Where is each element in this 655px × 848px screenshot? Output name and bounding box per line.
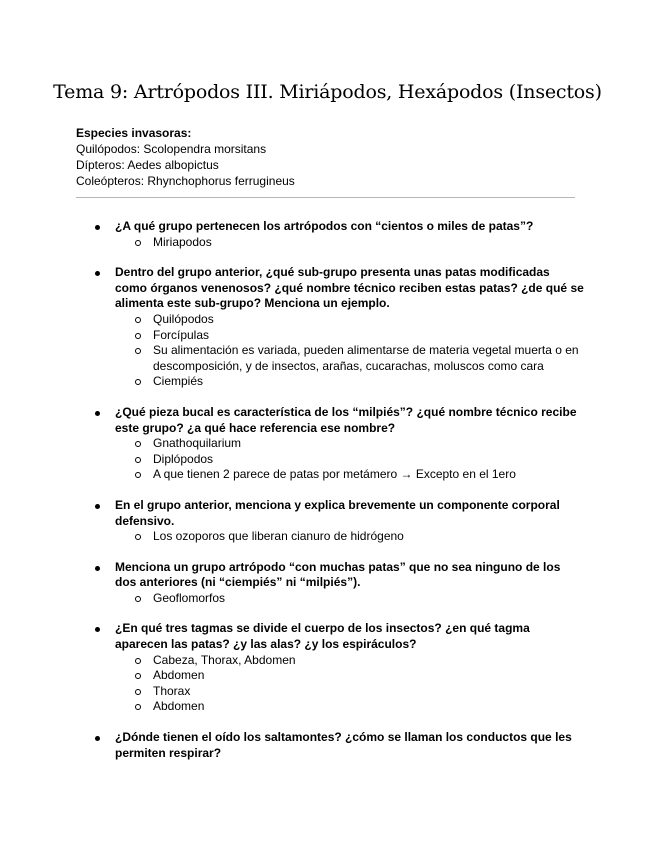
answer-list (0, 436, 655, 483)
hollow-bullet-icon (135, 534, 141, 540)
answer-list (0, 235, 655, 251)
hollow-bullet-icon (135, 472, 141, 478)
answer-text: Gnathoquilarium (153, 436, 242, 451)
answer-list (0, 591, 655, 607)
answer-item (0, 684, 655, 700)
question-item (0, 560, 655, 607)
question-text: ¿En qué tres tagmas se divide el cuerpo de los insectos? ¿en qué tagma aparecen las patas? ¿y las alas? ¿y los espiráculos? (115, 621, 530, 652)
bullet-icon (95, 504, 100, 509)
question-text: Menciona un grupo artrópodo “con muchas patas” que no sea ninguno de los dos anteriores (ni “ciempiés” ni “milpiés”). (115, 559, 561, 590)
answer-text: Quilópodos (153, 311, 214, 326)
hollow-bullet-icon (135, 379, 141, 385)
answer-item (0, 328, 655, 344)
hollow-bullet-icon (135, 689, 141, 695)
question-text: En el grupo anterior, menciona y explica brevemente un componente corporal defensivo. (115, 497, 560, 528)
answer-item (0, 452, 655, 468)
page-title: Tema 9: Artrópodos III. Miriápodos, Hexápodos (Insectos) (53, 81, 602, 103)
answer-text: Ciempiés (153, 374, 204, 389)
species-line: Coleópteros: Rhynchophorus ferrugineus (76, 174, 295, 188)
hollow-bullet-icon (135, 240, 141, 246)
answer-text: A que tienen 2 parece de patas por metámero → Excepto en el 1ero (153, 467, 516, 482)
answer-text: Miriapodos (153, 234, 212, 249)
answer-text: Diplópodos (153, 451, 214, 466)
hollow-bullet-icon (135, 673, 141, 679)
answer-list (0, 312, 655, 390)
answer-item (0, 436, 655, 452)
question-list (0, 219, 655, 776)
answer-text: Forcípulas (153, 327, 210, 342)
bullet-icon (95, 736, 100, 741)
answer-text: Cabeza, Thorax, Abdomen (153, 652, 296, 667)
question-item (0, 621, 655, 715)
hollow-bullet-icon (135, 441, 141, 447)
question-text: ¿Dónde tienen el oído los saltamontes? ¿cómo se llaman los conductos que les permiten respirar? (115, 730, 572, 760)
answer-list (0, 529, 655, 545)
bullet-icon (95, 627, 100, 632)
invasive-species-block (76, 125, 596, 189)
hollow-bullet-icon (135, 348, 141, 354)
hollow-bullet-icon (135, 457, 141, 463)
species-line: Dípteros: Aedes albopictus (76, 158, 219, 172)
bullet-icon (95, 566, 100, 571)
answer-item (0, 312, 655, 328)
hollow-bullet-icon (135, 596, 141, 602)
horizontal-divider (76, 197, 575, 198)
hollow-bullet-icon (135, 704, 141, 710)
answer-item (0, 374, 655, 390)
question-item (0, 498, 655, 545)
answer-item (0, 529, 655, 545)
question-text: Dentro del grupo anterior, ¿qué sub-grupo presenta unas patas modificadas como órganos venenosos? ¿qué nombre técnico reciben estas patas? ¿de qué se alimenta este sub-grupo? Menciona un ejemplo. (115, 265, 584, 311)
answer-item (0, 343, 655, 374)
answer-item (0, 668, 655, 684)
answer-text: Los ozoporos que liberan cianuro de hidrógeno (153, 529, 404, 544)
species-line: Quilópodos: Scolopendra morsitans (76, 142, 267, 156)
answer-item (0, 653, 655, 669)
answer-text: Abdomen (153, 699, 205, 714)
answer-item (0, 591, 655, 607)
question-item (0, 219, 655, 250)
bullet-icon (95, 411, 100, 416)
hollow-bullet-icon (135, 658, 141, 664)
answer-list (0, 653, 655, 715)
question-item (0, 265, 655, 390)
answer-text: Abdomen (153, 668, 205, 683)
hollow-bullet-icon (135, 317, 141, 323)
question-item (0, 405, 655, 483)
answer-text: Geoflomorfos (153, 590, 226, 605)
question-text: ¿A qué grupo pertenecen los artrópodos con “cientos o miles de patas”? (115, 219, 534, 233)
invasive-species-heading: Especies invasoras: (76, 126, 192, 140)
bullet-icon (95, 271, 100, 276)
question-item (0, 730, 655, 761)
answer-text: Thorax (153, 683, 191, 698)
question-text: ¿Qué pieza bucal es característica de los “milpiés”? ¿qué nombre técnico recibe este grupo? ¿a qué hace referencia ese nombre? (115, 404, 577, 435)
answer-item (0, 467, 655, 483)
answer-item (0, 235, 655, 251)
answer-item (0, 699, 655, 715)
answer-text: Su alimentación es variada, pueden alimentarse de materia vegetal muerta o en descomposición, y de insectos, arañas, cucarachas, moluscos como cara (153, 343, 579, 373)
hollow-bullet-icon (135, 333, 141, 339)
bullet-icon (95, 225, 100, 230)
